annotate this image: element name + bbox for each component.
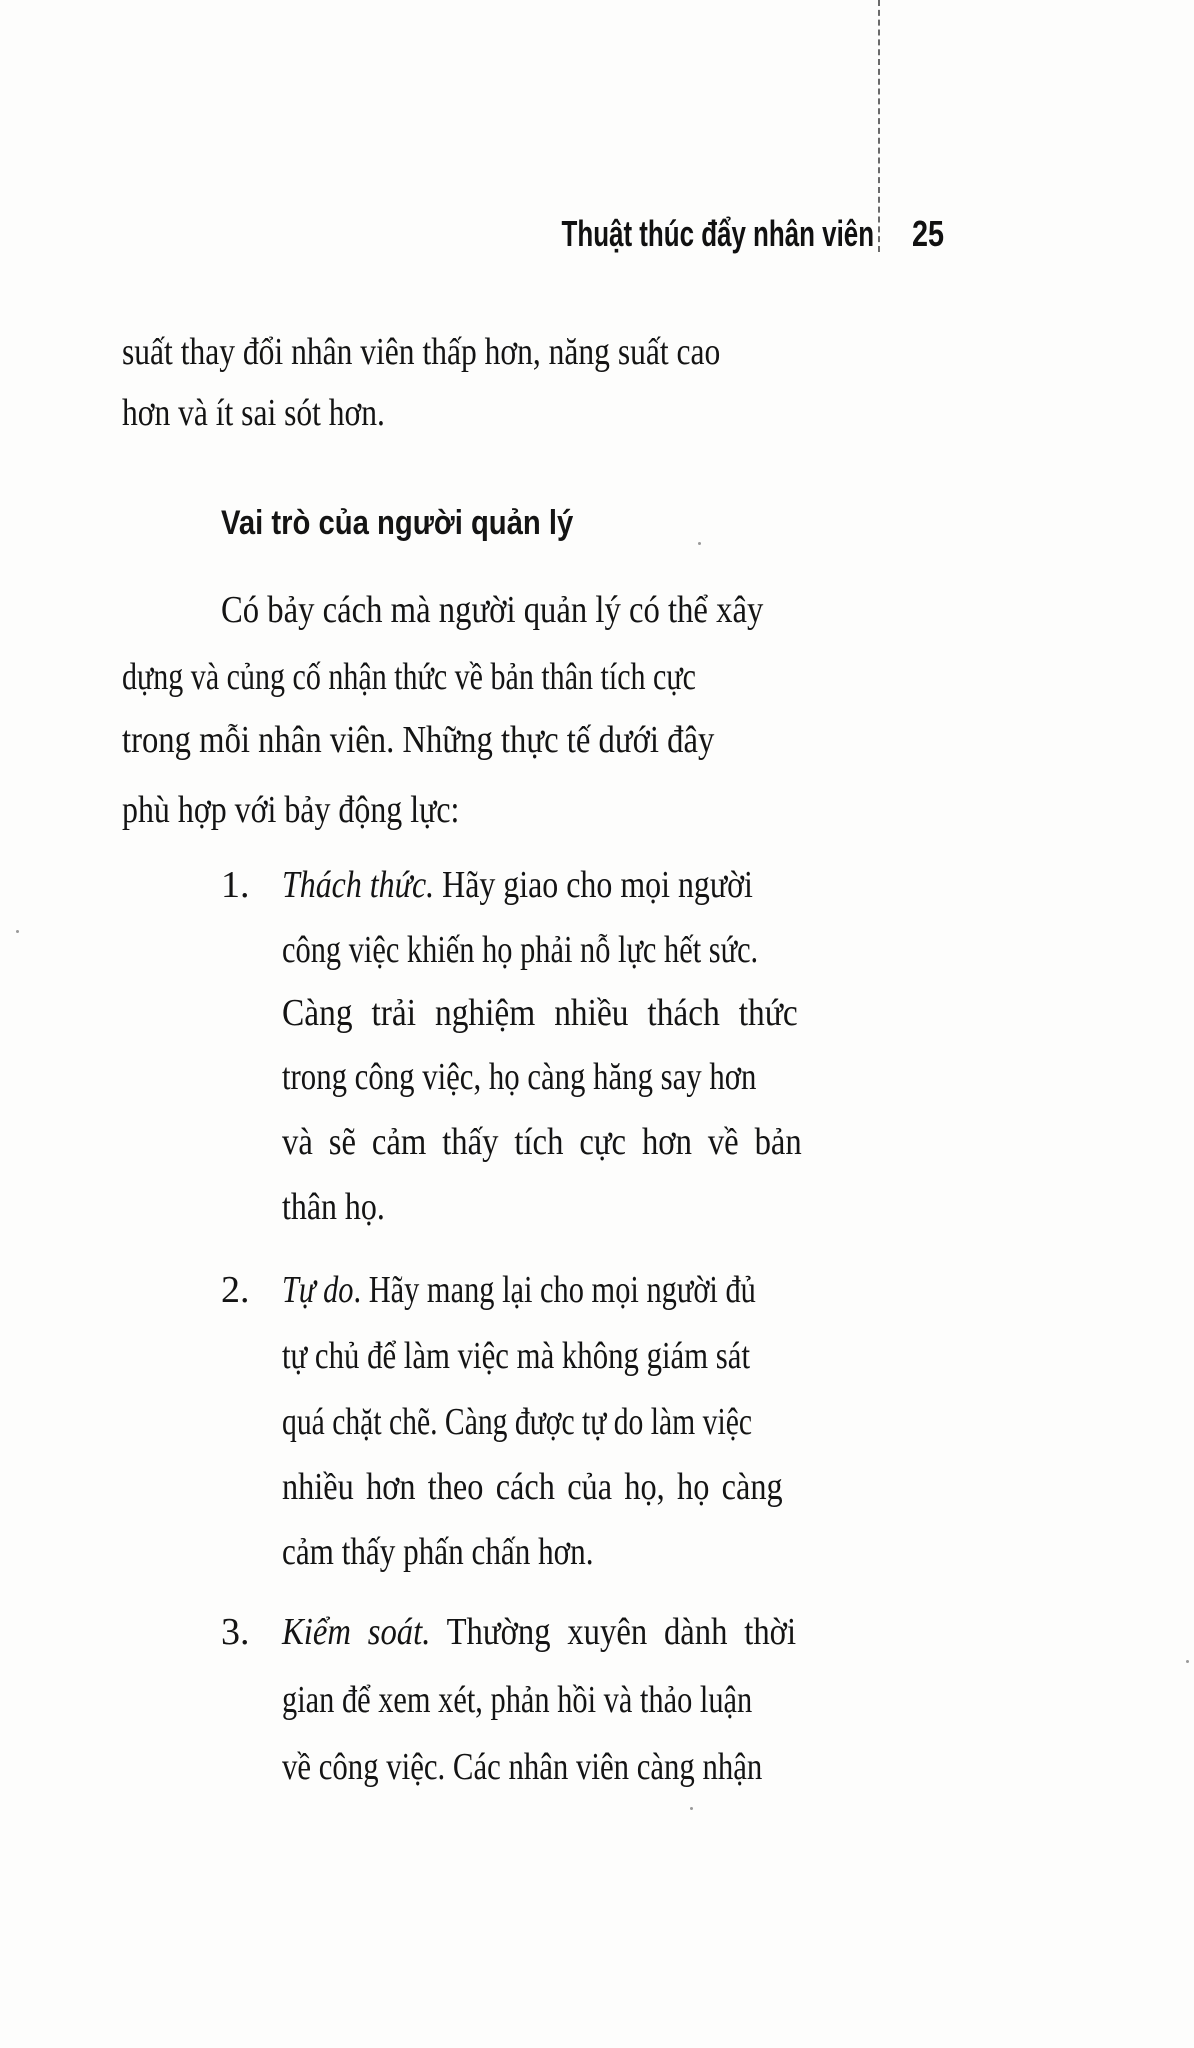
list-item-line: trong công việc, họ càng hăng say hơn — [282, 1056, 757, 1098]
running-head-divider — [878, 0, 880, 252]
running-head-title: Thuật thúc đẩy nhân viên — [561, 213, 875, 254]
paragraph-line: hơn và ít sai sót hơn. — [122, 392, 385, 434]
list-item-number: 3. — [221, 1611, 250, 1653]
list-item-line: Kiểm soát. Thường xuyên dành thời — [282, 1611, 797, 1653]
list-item-line: cảm thấy phấn chấn hơn. — [282, 1531, 594, 1573]
scan-speck — [690, 1807, 693, 1810]
list-item-line: Tự do. Hãy mang lại cho mọi người đủ — [282, 1269, 756, 1311]
paragraph-line: Có bảy cách mà người quản lý có thể xây — [221, 589, 764, 631]
running-head — [440, 212, 875, 256]
list-item-line: công việc khiến họ phải nỗ lực hết sức. — [282, 929, 759, 971]
list-item-line: và sẽ cảm thấy tích cực hơn về bản — [282, 1121, 802, 1163]
list-item-line: quá chặt chẽ. Càng được tự do làm việc — [282, 1401, 753, 1443]
list-item-line: Thách thức. Hãy giao cho mọi người — [282, 864, 753, 906]
section-heading: Vai trò của người quản lý — [221, 504, 574, 542]
list-item-number: 1. — [221, 864, 250, 906]
list-item-line: nhiều hơn theo cách của họ, họ càng — [282, 1466, 783, 1508]
list-item-term: Thách thức. — [282, 864, 435, 906]
list-item-line: Càng trải nghiệm nhiều thách thức — [282, 992, 798, 1034]
paragraph-line: trong mỗi nhân viên. Những thực tế dưới đây — [122, 719, 715, 761]
list-item-line: gian để xem xét, phản hồi và thảo luận — [282, 1679, 753, 1721]
paragraph-line: dựng và củng cố nhận thức về bản thân tích cực — [122, 656, 696, 698]
scan-speck — [1186, 1660, 1189, 1663]
list-item-number: 2. — [221, 1269, 250, 1311]
list-item-term: Kiểm soát. — [282, 1611, 431, 1653]
paragraph-line: suất thay đổi nhân viên thấp hơn, năng suất cao — [122, 331, 721, 373]
paragraph-line: phù hợp với bảy động lực: — [122, 789, 460, 831]
list-item-term: Tự do — [282, 1269, 354, 1311]
list-item-line: thân họ. — [282, 1186, 385, 1228]
list-item-line: về công việc. Các nhân viên càng nhận — [282, 1746, 763, 1788]
scan-speck — [16, 930, 19, 933]
page-number: 25 — [912, 213, 945, 254]
scan-speck — [698, 542, 701, 545]
list-item-line: tự chủ để làm việc mà không giám sát — [282, 1335, 751, 1377]
